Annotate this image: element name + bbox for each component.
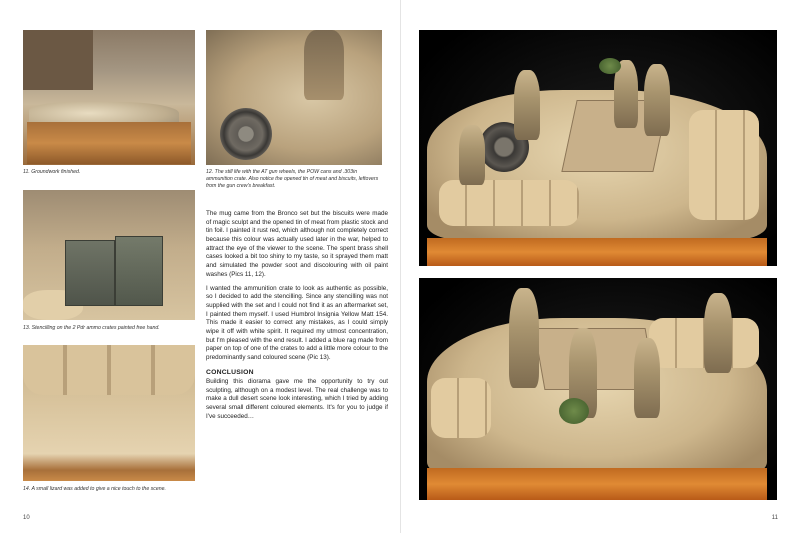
photo-soldier xyxy=(459,125,485,185)
photo-ammo-crates xyxy=(23,190,195,320)
photo-sandbags xyxy=(689,110,759,220)
photo-crate xyxy=(65,240,115,306)
photo-shrub xyxy=(599,58,621,74)
photo-wooden-base xyxy=(27,122,191,164)
photo-lizard xyxy=(23,345,195,481)
article-body xyxy=(206,210,388,427)
right-page xyxy=(400,0,800,533)
body-paragraph: The mug came from the Bronco set but the biscuits were made of magic sculpt and the opened tin of meat from plastic stock and tin foil. I painted it rust red, which although not completely correct because this colour was actually used later in the war, helped to attract the eye of the viewer to the scene. The spent brass shell cases looked a bit too shiny to my taste, so it sprayed them matt and simulated the powder soot and discolouring with oil paint washes (Pics 11, 12). xyxy=(206,210,388,278)
photo-diorama-overview xyxy=(419,30,777,266)
photo-diorama-side-view xyxy=(419,278,777,500)
photo-soldier xyxy=(509,288,539,388)
photo-figure xyxy=(304,30,344,100)
photo-groundwork xyxy=(23,30,195,165)
page-number-left: 10 xyxy=(23,515,30,521)
photo-sandbags xyxy=(439,180,579,226)
caption-14: 14. A small lizard was added to give a nice touch to the scene. xyxy=(23,486,166,492)
photo-soldier xyxy=(704,293,732,373)
photo-diorama-base xyxy=(427,468,767,500)
photo-crate xyxy=(115,236,163,306)
photo-gun-wheel xyxy=(220,108,272,160)
caption-12: 12. The still life with the AT gun wheels, the POW cans and .303in ammunition crate. Also notice the opened tin of meat and biscuits, leftovers from the gun crew's breakfast. xyxy=(206,169,379,190)
photo-soldier xyxy=(634,338,660,418)
photo-soldier xyxy=(514,70,540,140)
caption-13: 13. Stencilling on the 2 Pdr ammo crates painted free hand. xyxy=(23,325,160,331)
page-number-right: 11 xyxy=(771,515,778,521)
body-paragraph: Building this diorama gave me the opportunity to try out sculpting, although on a modest level. The real challenge was to make a dull desert scene look interesting, which I tried by adding several small different coloured elements. It's for you to judge if I've succeeded… xyxy=(206,378,388,420)
body-paragraph: I wanted the ammunition crate to look as authentic as possible, so I decided to add the stencilling. Since any stencilling was not supplied with the set and I could not find it as an aftermarket set, I painted them myself. I used Humbrol Insignia Yellow Matt 154. This made it easier to correct any mistakes, as I could simply wipe it off with white spirit. It required my utmost concentration, but I'm pleased with the end result. I added a blue rag made from paper on top of one of the crates to add a little more colour to the predominantly sand coloured scene (Pic 13). xyxy=(206,284,388,361)
caption-11: 11. Groundwork finished. xyxy=(23,169,81,175)
photo-sandbags xyxy=(431,378,491,438)
section-heading: CONCLUSION xyxy=(206,368,254,376)
photo-background-shelf xyxy=(23,30,93,90)
photo-sandbag-wall xyxy=(23,345,195,395)
photo-soldier xyxy=(644,64,670,136)
photo-diorama-base xyxy=(427,238,767,266)
photo-still-life xyxy=(206,30,382,165)
photo-shrub xyxy=(559,398,589,424)
